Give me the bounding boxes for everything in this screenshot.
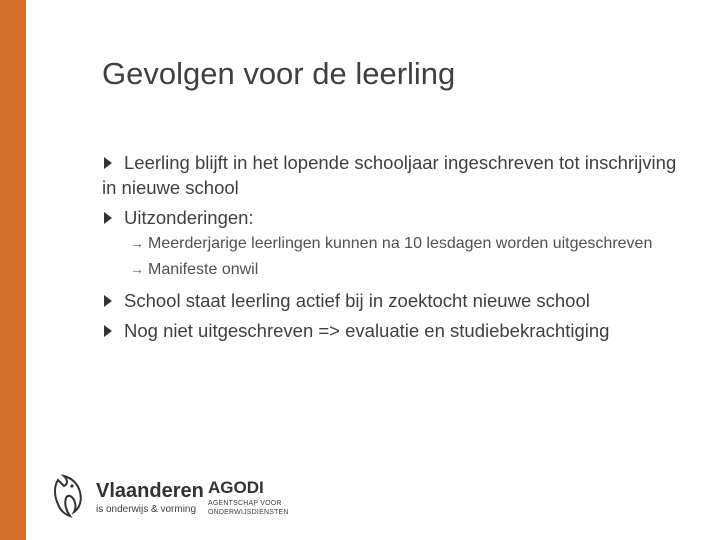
slide-title: Gevolgen voor de leerling — [102, 56, 456, 91]
bullet-item — [102, 150, 692, 200]
triangle-bullet-icon — [104, 295, 112, 307]
sub-bullet-text: Manifeste onwil — [148, 261, 259, 278]
agodi-subtitle-line-1: AGENTSCHAP VOOR — [208, 500, 282, 507]
bullet-text: Uitzonderingen: — [124, 207, 254, 228]
bullet-item — [102, 288, 692, 313]
bullet-item — [102, 318, 692, 343]
triangle-bullet-icon — [104, 212, 112, 224]
footer-logos — [50, 468, 310, 528]
sub-bullet-list — [102, 233, 692, 280]
bullet-text: Leerling blijft in het lopende schooljaar ingeschreven tot inschrijving in nieuwe school — [102, 152, 677, 198]
arrow-right-icon: → — [130, 235, 144, 251]
agodi-logo-text: AGODI — [208, 478, 264, 497]
arrow-right-icon: → — [130, 261, 144, 277]
sub-bullet-text: Meerderjarige leerlingen kunnen na 10 lesdagen worden uitgeschreven — [148, 235, 653, 252]
bullet-text: School staat leerling actief bij in zoektocht nieuwe school — [124, 290, 590, 311]
vlaanderen-tagline: is onderwijs & vorming — [96, 504, 197, 515]
vlaanderen-logo-text: Vlaanderen — [96, 480, 204, 502]
agodi-subtitle-line-2: ONDERWIJSDIENSTEN — [208, 509, 289, 516]
bullet-list — [102, 150, 692, 348]
flemish-lion-icon — [50, 474, 86, 518]
triangle-bullet-icon — [104, 325, 112, 337]
sub-bullet-item — [102, 259, 692, 280]
triangle-bullet-icon — [104, 157, 112, 169]
accent-bar — [0, 0, 26, 540]
bullet-item — [102, 205, 692, 230]
bullet-text: Nog niet uitgeschreven => evaluatie en studiebekrachtiging — [124, 320, 610, 341]
sub-bullet-item — [102, 233, 692, 254]
